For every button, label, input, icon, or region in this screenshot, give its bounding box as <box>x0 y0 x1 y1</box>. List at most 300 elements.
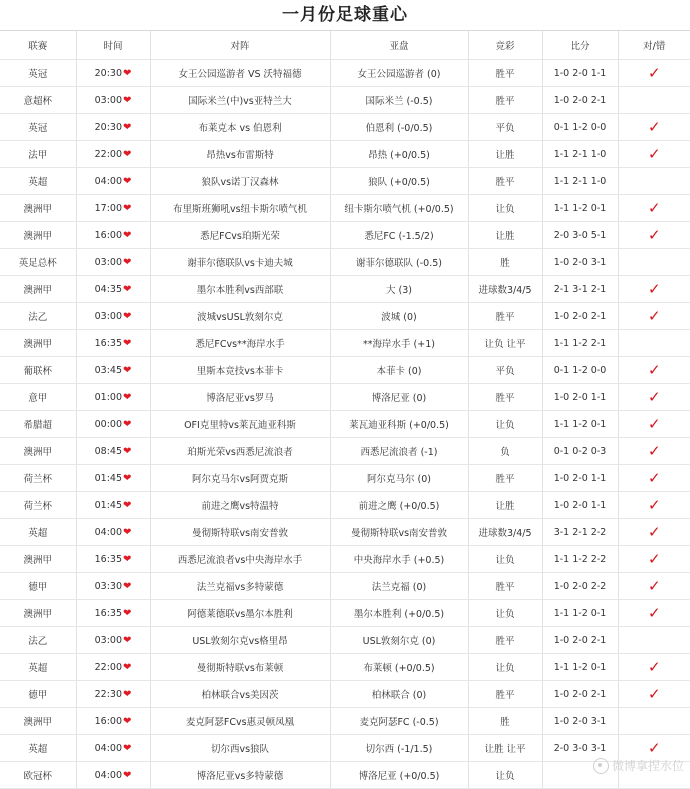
heart-icon: ❤ <box>123 715 132 727</box>
league-text: 意甲 <box>28 393 48 404</box>
heart-icon: ❤ <box>123 256 132 268</box>
pick-text: 平负 <box>495 123 515 134</box>
score-text: 1-1 2-1 1-0 <box>553 175 607 187</box>
league-cell <box>0 573 76 600</box>
score-text: 1-0 2-0 3-1 <box>553 715 607 727</box>
pick-text: 胜 <box>500 717 510 728</box>
match-cell <box>150 357 330 384</box>
score-cell <box>542 708 618 735</box>
handicap-cell <box>330 330 468 357</box>
score-text: 0-1 1-2 0-0 <box>553 364 607 376</box>
header-handicap: 亚盘 <box>330 31 468 60</box>
pick-cell <box>468 114 542 141</box>
handicap-cell <box>330 654 468 681</box>
league-text: 英冠 <box>28 123 48 134</box>
score-cell <box>542 654 618 681</box>
pick-cell <box>468 627 542 654</box>
pick-cell <box>468 411 542 438</box>
time-text: 08:45 <box>94 445 122 457</box>
table-row <box>0 627 690 654</box>
time-cell <box>76 87 150 114</box>
handicap-cell <box>330 195 468 222</box>
match-cell <box>150 492 330 519</box>
time-cell <box>76 681 150 708</box>
pick-cell <box>468 87 542 114</box>
score-cell <box>542 627 618 654</box>
score-cell <box>542 519 618 546</box>
score-text: 2-0 3-0 5-1 <box>553 229 607 241</box>
match-text: 悉尼FCvs**海岸水手 <box>195 339 285 350</box>
time-cell <box>76 762 150 789</box>
heart-icon: ❤ <box>123 769 132 781</box>
check-mark-icon: ✓ <box>647 118 661 136</box>
check-mark-icon: ✓ <box>647 280 661 298</box>
table-row <box>0 357 690 384</box>
match-cell <box>150 276 330 303</box>
pick-text: 让胜 让平 <box>484 744 526 755</box>
league-text: 英冠 <box>28 69 48 80</box>
league-text: 欧冠杯 <box>23 771 52 782</box>
pick-text: 胜平 <box>495 312 515 323</box>
handicap-text: 悉尼FC (-1.5/2) <box>364 231 434 242</box>
handicap-cell <box>330 735 468 762</box>
table-row <box>0 681 690 708</box>
time-text: 00:00 <box>94 418 122 430</box>
score-cell <box>542 168 618 195</box>
league-cell <box>0 141 76 168</box>
handicap-cell <box>330 681 468 708</box>
league-cell <box>0 303 76 330</box>
pick-text: 胜平 <box>495 96 515 107</box>
pick-text: 让负 让平 <box>484 339 526 350</box>
handicap-cell <box>330 465 468 492</box>
handicap-text: 纽卡斯尔喷气机 (+0/0.5) <box>344 204 454 215</box>
match-text: 女王公园巡游者 VS 沃特福德 <box>178 69 302 80</box>
time-text: 22:30 <box>94 688 122 700</box>
heart-icon: ❤ <box>123 445 132 457</box>
time-cell <box>76 330 150 357</box>
time-cell <box>76 492 150 519</box>
heart-icon: ❤ <box>123 337 132 349</box>
header-score: 比分 <box>542 31 618 60</box>
pick-text: 进球数3/4/5 <box>478 528 532 539</box>
league-cell <box>0 735 76 762</box>
league-cell <box>0 654 76 681</box>
time-text: 04:00 <box>94 769 122 781</box>
handicap-text: 莱瓦迪亚科斯 (+0/0.5) <box>349 420 449 431</box>
match-cell <box>150 735 330 762</box>
match-text: 切尔西vs狼队 <box>210 744 270 755</box>
pick-text: 胜平 <box>495 690 515 701</box>
table-header-row <box>0 31 690 60</box>
pick-text: 胜平 <box>495 582 515 593</box>
score-cell <box>542 114 618 141</box>
time-cell <box>76 168 150 195</box>
handicap-cell <box>330 141 468 168</box>
match-text: 墨尔本胜利vs西部联 <box>196 285 284 296</box>
time-cell <box>76 546 150 573</box>
score-cell <box>542 141 618 168</box>
header-match: 对阵 <box>150 31 330 60</box>
check-mark-icon: ✓ <box>647 145 661 163</box>
score-text: 1-0 2-0 1-1 <box>553 391 607 403</box>
result-cell <box>618 249 690 276</box>
league-text: 澳洲甲 <box>23 285 52 296</box>
league-cell <box>0 168 76 195</box>
time-text: 03:00 <box>94 310 122 322</box>
time-text: 01:45 <box>94 472 122 484</box>
table-row <box>0 546 690 573</box>
result-cell <box>618 411 690 438</box>
league-text: 法乙 <box>28 636 48 647</box>
handicap-cell <box>330 60 468 87</box>
league-text: 葡联杯 <box>23 366 52 377</box>
handicap-text: 麦克阿瑟FC (-0.5) <box>359 717 439 728</box>
score-text: 2-0 3-0 3-1 <box>553 742 607 754</box>
score-cell <box>542 60 618 87</box>
league-text: 英超 <box>28 528 48 539</box>
handicap-cell <box>330 600 468 627</box>
handicap-cell <box>330 573 468 600</box>
handicap-text: 阿尔克马尔 (0) <box>367 474 431 485</box>
handicap-cell <box>330 546 468 573</box>
header-result: 对/错 <box>618 31 690 60</box>
time-cell <box>76 654 150 681</box>
match-cell <box>150 627 330 654</box>
result-cell <box>618 384 690 411</box>
match-cell <box>150 330 330 357</box>
pick-text: 让负 <box>495 771 515 782</box>
league-cell <box>0 519 76 546</box>
heart-icon: ❤ <box>123 310 132 322</box>
pick-cell <box>468 141 542 168</box>
pick-cell <box>468 222 542 249</box>
score-cell <box>542 438 618 465</box>
table-row <box>0 87 690 114</box>
score-cell <box>542 357 618 384</box>
table-row <box>0 465 690 492</box>
handicap-text: 曼彻斯特联vs南安普敦 <box>350 528 448 539</box>
score-cell <box>542 546 618 573</box>
match-text: 布莱克本 vs 伯恩利 <box>198 123 282 134</box>
handicap-cell <box>330 249 468 276</box>
time-text: 22:00 <box>94 148 122 160</box>
match-text: USL敦刻尔克vs格里昂 <box>192 636 288 647</box>
result-cell <box>618 546 690 573</box>
table-row <box>0 276 690 303</box>
league-cell <box>0 600 76 627</box>
match-text: 狼队vs诺丁汉森林 <box>201 177 279 188</box>
table-row <box>0 654 690 681</box>
heart-icon: ❤ <box>123 94 132 106</box>
time-text: 16:35 <box>94 607 122 619</box>
score-text: 3-1 2-1 2-2 <box>553 526 607 538</box>
pick-text: 胜平 <box>495 69 515 80</box>
pick-text: 进球数3/4/5 <box>478 285 532 296</box>
match-text: 法兰克福vs多特蒙德 <box>196 582 284 593</box>
time-text: 01:00 <box>94 391 122 403</box>
handicap-text: 博洛尼亚 (+0/0.5) <box>358 771 440 782</box>
time-text: 03:45 <box>94 364 122 376</box>
match-cell <box>150 546 330 573</box>
time-cell <box>76 303 150 330</box>
match-cell <box>150 708 330 735</box>
handicap-cell <box>330 168 468 195</box>
pick-cell <box>468 168 542 195</box>
time-cell <box>76 195 150 222</box>
time-text: 03:00 <box>94 94 122 106</box>
table-row <box>0 438 690 465</box>
pick-cell <box>468 276 542 303</box>
match-cell <box>150 87 330 114</box>
time-cell <box>76 222 150 249</box>
result-cell <box>618 654 690 681</box>
pick-text: 让负 <box>495 204 515 215</box>
table-row <box>0 492 690 519</box>
pick-cell <box>468 357 542 384</box>
match-cell <box>150 141 330 168</box>
league-cell <box>0 222 76 249</box>
time-text: 16:00 <box>94 715 122 727</box>
score-cell <box>542 600 618 627</box>
check-mark-icon: ✓ <box>647 199 661 217</box>
league-cell <box>0 87 76 114</box>
time-cell <box>76 519 150 546</box>
heart-icon: ❤ <box>123 553 132 565</box>
handicap-text: 昂热 (+0/0.5) <box>368 150 430 161</box>
time-cell <box>76 141 150 168</box>
league-text: 荷兰杯 <box>23 474 52 485</box>
league-cell <box>0 195 76 222</box>
check-mark-icon: ✓ <box>647 388 661 406</box>
time-cell <box>76 465 150 492</box>
score-text: 1-0 2-0 1-1 <box>553 472 607 484</box>
watermark <box>593 757 684 774</box>
match-text: OFI克里特vs莱瓦迪亚科斯 <box>184 420 296 431</box>
match-cell <box>150 60 330 87</box>
pick-cell <box>468 708 542 735</box>
match-text: 国际米兰(中)vs亚特兰大 <box>188 96 292 107</box>
time-text: 04:00 <box>94 175 122 187</box>
league-text: 英超 <box>28 663 48 674</box>
pick-text: 让负 <box>495 663 515 674</box>
pick-cell <box>468 465 542 492</box>
result-cell <box>618 573 690 600</box>
match-text: 波城vsUSL敦刻尔克 <box>197 312 283 323</box>
pick-cell <box>468 546 542 573</box>
match-cell <box>150 681 330 708</box>
pick-cell <box>468 492 542 519</box>
time-cell <box>76 114 150 141</box>
heart-icon: ❤ <box>123 499 132 511</box>
handicap-text: 狼队 (+0/0.5) <box>368 177 430 188</box>
heart-icon: ❤ <box>123 67 132 79</box>
pick-text: 胜 <box>500 258 510 269</box>
league-text: 澳洲甲 <box>23 717 52 728</box>
result-cell <box>618 708 690 735</box>
pick-text: 胜平 <box>495 474 515 485</box>
league-text: 英超 <box>28 177 48 188</box>
pick-text: 胜平 <box>495 393 515 404</box>
check-mark-icon: ✓ <box>647 604 661 622</box>
handicap-cell <box>330 438 468 465</box>
score-text: 1-1 1-2 0-1 <box>553 607 607 619</box>
table-row <box>0 222 690 249</box>
time-text: 03:00 <box>94 256 122 268</box>
table-row <box>0 195 690 222</box>
match-cell <box>150 222 330 249</box>
score-text: 1-1 1-2 0-1 <box>553 418 607 430</box>
league-text: 德甲 <box>28 582 48 593</box>
handicap-text: 切尔西 (-1/1.5) <box>365 744 433 755</box>
league-text: 法甲 <box>28 150 48 161</box>
league-text: 澳洲甲 <box>23 204 52 215</box>
time-text: 01:45 <box>94 499 122 511</box>
pick-cell <box>468 600 542 627</box>
heart-icon: ❤ <box>123 526 132 538</box>
result-cell <box>618 87 690 114</box>
league-text: 荷兰杯 <box>23 501 52 512</box>
result-cell <box>618 330 690 357</box>
pick-cell <box>468 60 542 87</box>
pick-text: 胜平 <box>495 636 515 647</box>
check-mark-icon: ✓ <box>647 361 661 379</box>
heart-icon: ❤ <box>123 283 132 295</box>
header-time: 时间 <box>76 31 150 60</box>
handicap-cell <box>330 114 468 141</box>
table-row <box>0 114 690 141</box>
match-text: 阿尔克马尔vs阿贾克斯 <box>191 474 289 485</box>
score-text: 1-0 2-0 1-1 <box>553 67 607 79</box>
score-text: 1-1 1-2 0-1 <box>553 202 607 214</box>
handicap-text: 中央海岸水手 (+0.5) <box>353 555 445 566</box>
match-cell <box>150 519 330 546</box>
handicap-cell <box>330 411 468 438</box>
score-text: 1-1 1-2 2-2 <box>553 553 607 565</box>
time-cell <box>76 249 150 276</box>
heart-icon: ❤ <box>123 742 132 754</box>
handicap-cell <box>330 708 468 735</box>
check-mark-icon: ✓ <box>647 496 661 514</box>
pick-text: 负 <box>500 447 510 458</box>
score-text: 1-0 2-0 2-1 <box>553 94 607 106</box>
table-row <box>0 303 690 330</box>
check-mark-icon: ✓ <box>647 577 661 595</box>
league-text: 澳洲甲 <box>23 231 52 242</box>
time-text: 04:00 <box>94 526 122 538</box>
table-row <box>0 168 690 195</box>
time-cell <box>76 735 150 762</box>
heart-icon: ❤ <box>123 607 132 619</box>
league-text: 澳洲甲 <box>23 447 52 458</box>
table-row <box>0 600 690 627</box>
handicap-text: 布莱顿 (+0/0.5) <box>363 663 435 674</box>
pick-cell <box>468 249 542 276</box>
pick-cell <box>468 573 542 600</box>
handicap-text: 本菲卡 (0) <box>376 366 422 377</box>
match-text: 昂热vs布雷斯特 <box>206 150 274 161</box>
league-cell <box>0 357 76 384</box>
table-row <box>0 708 690 735</box>
table-row <box>0 519 690 546</box>
score-text: 1-0 2-0 2-1 <box>553 634 607 646</box>
time-cell <box>76 708 150 735</box>
result-cell <box>618 600 690 627</box>
league-cell <box>0 681 76 708</box>
score-text: 1-1 2-1 1-0 <box>553 148 607 160</box>
pick-cell <box>468 195 542 222</box>
handicap-text: 前进之鹰 (+0/0.5) <box>358 501 440 512</box>
check-mark-icon: ✓ <box>647 415 661 433</box>
score-text: 0-1 0-2 0-3 <box>553 445 607 457</box>
result-cell <box>618 357 690 384</box>
handicap-cell <box>330 762 468 789</box>
match-cell <box>150 303 330 330</box>
match-text: 西悉尼流浪者vs中央海岸水手 <box>177 555 303 566</box>
time-cell <box>76 438 150 465</box>
time-text: 16:35 <box>94 337 122 349</box>
table-row <box>0 735 690 762</box>
score-cell <box>542 87 618 114</box>
score-cell <box>542 492 618 519</box>
pick-text: 平负 <box>495 366 515 377</box>
result-cell <box>618 168 690 195</box>
pick-text: 让胜 <box>495 231 515 242</box>
table-row <box>0 141 690 168</box>
handicap-text: 谢菲尔德联队 (-0.5) <box>356 258 442 269</box>
handicap-text: 柏林联合 (0) <box>371 690 427 701</box>
match-cell <box>150 195 330 222</box>
match-cell <box>150 438 330 465</box>
match-cell <box>150 762 330 789</box>
pick-cell <box>468 654 542 681</box>
pick-cell <box>468 303 542 330</box>
score-cell <box>542 465 618 492</box>
result-cell <box>618 276 690 303</box>
score-cell <box>542 222 618 249</box>
match-text: 曼彻斯特联vs布莱顿 <box>196 663 284 674</box>
score-cell <box>542 573 618 600</box>
match-text: 曼彻斯特联vs南安普敦 <box>191 528 289 539</box>
match-cell <box>150 249 330 276</box>
watermark-text: 微博拿捏水位 <box>611 759 684 773</box>
weibo-logo-icon <box>593 758 609 774</box>
handicap-text: 西悉尼流浪者 (-1) <box>360 447 438 458</box>
handicap-text: USL敦刻尔克 (0) <box>362 636 436 647</box>
league-cell <box>0 762 76 789</box>
heart-icon: ❤ <box>123 229 132 241</box>
league-text: 意超杯 <box>23 96 52 107</box>
score-text: 2-1 3-1 2-1 <box>553 283 607 295</box>
match-text: 前进之鹰vs特温特 <box>201 501 279 512</box>
league-text: 澳洲甲 <box>23 609 52 620</box>
league-cell <box>0 438 76 465</box>
pick-text: 让负 <box>495 420 515 431</box>
time-text: 20:30 <box>94 67 122 79</box>
match-text: 博洛尼亚vs罗马 <box>206 393 274 404</box>
handicap-text: 波城 (0) <box>381 312 417 323</box>
match-text: 悉尼FCvs珀斯光荣 <box>200 231 280 242</box>
handicap-cell <box>330 276 468 303</box>
header-league: 联赛 <box>0 31 76 60</box>
league-text: 希腊超 <box>23 420 52 431</box>
result-cell <box>618 519 690 546</box>
score-text: 0-1 1-2 0-0 <box>553 121 607 133</box>
score-cell <box>542 681 618 708</box>
heart-icon: ❤ <box>123 580 132 592</box>
heart-icon: ❤ <box>123 688 132 700</box>
match-cell <box>150 573 330 600</box>
